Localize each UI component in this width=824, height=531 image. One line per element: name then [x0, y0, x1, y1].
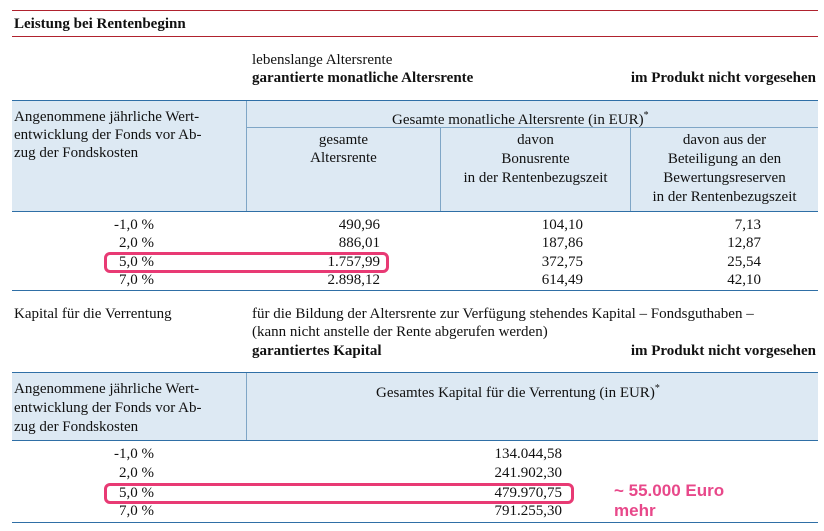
top-rule [12, 10, 818, 11]
rente-intro-line1: lebenslange Altersrente [252, 52, 393, 68]
kapital-rate-3: 5,0 % [119, 485, 154, 501]
rente-bew-3: 25,54 [727, 254, 761, 270]
rente-intro-bold: garantierte monatliche Altersrente [252, 70, 474, 86]
kapital-header-top [376, 380, 660, 402]
kapital-intro-right: im Produkt nicht vorgesehen [630, 343, 816, 359]
kapital-value-2: 241.902,30 [494, 465, 562, 481]
rente-header-left-1: Angenommene jährliche Wert- [14, 109, 200, 125]
rente-bew-2: 12,87 [727, 235, 761, 251]
rente-col1-line1: gesamte [318, 132, 369, 148]
highlight-kapital-5-percent [104, 483, 574, 504]
rente-rate-1: -1,0 % [114, 217, 154, 233]
kapital-header-top-mark: * [654, 383, 660, 394]
kapital-value-3: 479.970,75 [494, 485, 562, 501]
kapital-vline-1 [246, 373, 247, 440]
rente-col2-line2: Bonusrente [501, 151, 570, 167]
rente-col1-line2: Altersrente [310, 150, 377, 166]
kapital-header-bottom [12, 440, 818, 441]
kapital-rate-1: -1,0 % [114, 446, 154, 462]
kapital-intro-bold: garantiertes Kapital [252, 343, 382, 359]
rente-rate-4: 7,0 % [119, 272, 154, 288]
rente-bonus-3: 372,75 [541, 254, 583, 270]
rente-header-top [392, 107, 649, 129]
kapital-table-bottom [12, 522, 818, 523]
rente-gesamt-4: 2.898,12 [327, 272, 380, 288]
rente-col3-line3: Bewertungsreserven [663, 170, 786, 186]
rente-rate-3: 5,0 % [119, 254, 154, 270]
highlight-rente-5-percent [104, 252, 389, 273]
kapital-header-top-text: Gesamtes Kapital für die Verrentung (in EUR) [376, 385, 655, 401]
kapital-intro-line1: für die Bildung der Altersrente zur Verfügung stehendes Kapital – Fondsguthaben – [252, 306, 754, 322]
rente-header-top-mark: * [643, 110, 649, 121]
annotation-line1: ~ 55.000 Euro [614, 481, 725, 500]
rente-header-bottom [12, 211, 818, 212]
rente-intro-right: im Produkt nicht vorgesehen [630, 70, 816, 86]
rente-gesamt-1: 490,96 [338, 217, 380, 233]
rente-header-top-text: Gesamte monatliche Altersrente (in EUR) [392, 112, 644, 128]
kapital-header-left-3: zug der Fondskosten [14, 419, 139, 435]
kapital-intro-line2: (kann nicht anstelle der Rente abgerufen werden) [252, 324, 548, 340]
kapital-header-left-2: entwicklung der Fonds vor Ab- [14, 400, 202, 416]
section-title: Leistung bei Rentenbeginn [14, 16, 186, 32]
rente-rate-2: 2,0 % [119, 235, 154, 251]
kapital-rate-2: 2,0 % [119, 465, 154, 481]
rente-bonus-1: 104,10 [541, 217, 583, 233]
rente-table-bottom [12, 290, 818, 291]
kapital-value-1: 134.044,58 [494, 446, 562, 462]
rente-col2-line1: davon [517, 132, 554, 148]
rente-header-left-2: entwicklung der Fonds vor Ab- [14, 127, 202, 143]
rente-col3-line2: Beteiligung an den [667, 151, 782, 167]
rente-bonus-4: 614,49 [541, 272, 583, 288]
rente-bonus-2: 187,86 [541, 235, 583, 251]
title-rule [12, 36, 818, 37]
rente-gesamt-3: 1.757,99 [327, 254, 380, 270]
rente-header-left-3: zug der Fondskosten [14, 145, 139, 161]
kapital-value-4: 791.255,30 [494, 503, 562, 519]
kapital-header-left-1: Angenommene jährliche Wert- [14, 381, 200, 397]
rente-col3-line4: in der Rentenbezugszeit [652, 189, 797, 205]
kapital-label: Kapital für die Verrentung [14, 306, 172, 322]
rente-bew-4: 42,10 [727, 272, 761, 288]
rente-gesamt-2: 886,01 [338, 235, 380, 251]
rente-col3-line1: davon aus der [682, 132, 767, 148]
annotation-line2: mehr [614, 501, 656, 520]
rente-bew-1: 7,13 [734, 217, 761, 233]
rente-col2-line3: in der Rentenbezugszeit [463, 170, 608, 186]
kapital-rate-4: 7,0 % [119, 503, 154, 519]
